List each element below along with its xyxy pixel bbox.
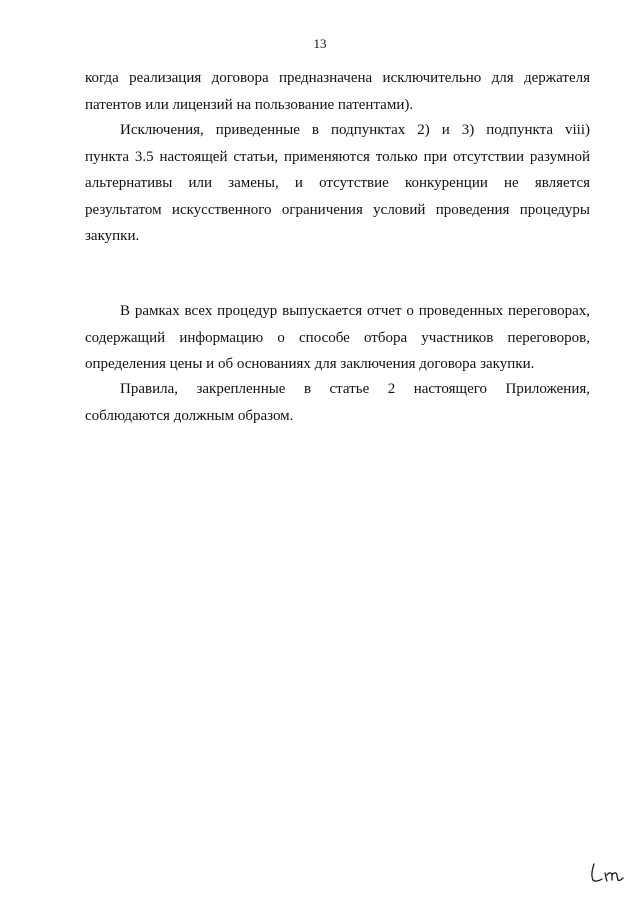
text-line: пункта 3.5 настоящей статьи, применяются только при отсутствии разумной — [85, 148, 590, 165]
text-line: когда реализация договора предназначена исключительно для держателя — [85, 70, 590, 86]
paragraph-continuation — [85, 65, 590, 118]
text-line: определения цены и об основаниях для заключения договора закупки. — [85, 356, 535, 373]
paragraph-exceptions — [85, 117, 590, 250]
text-line: соблюдаются должным образом. — [85, 407, 294, 424]
text-line: Правила, закрепленные в статье 2 настоящего Приложения, — [120, 381, 590, 397]
text-line: альтернативы или замены, и отсутствие конкуренции не является — [85, 175, 590, 192]
handwritten-initials-signature — [588, 858, 630, 886]
paragraph-report — [85, 298, 590, 378]
text-line: В рамках всех процедур выпускается отчет о проведенных переговорах, — [120, 303, 590, 319]
paragraph-rules — [85, 376, 590, 429]
text-line: Исключения, приведенные в подпунктах 2) и 3) подпункта viii) — [120, 122, 590, 138]
page-number: 13 — [313, 36, 327, 51]
text-line: содержащий информацию о способе отбора участников переговоров, — [85, 329, 590, 346]
text-line: патентов или лицензий на пользование патентами). — [85, 96, 414, 113]
text-line: закупки. — [85, 228, 140, 245]
text-line: результатом искусственного ограничения условий проведения процедуры — [85, 201, 590, 218]
